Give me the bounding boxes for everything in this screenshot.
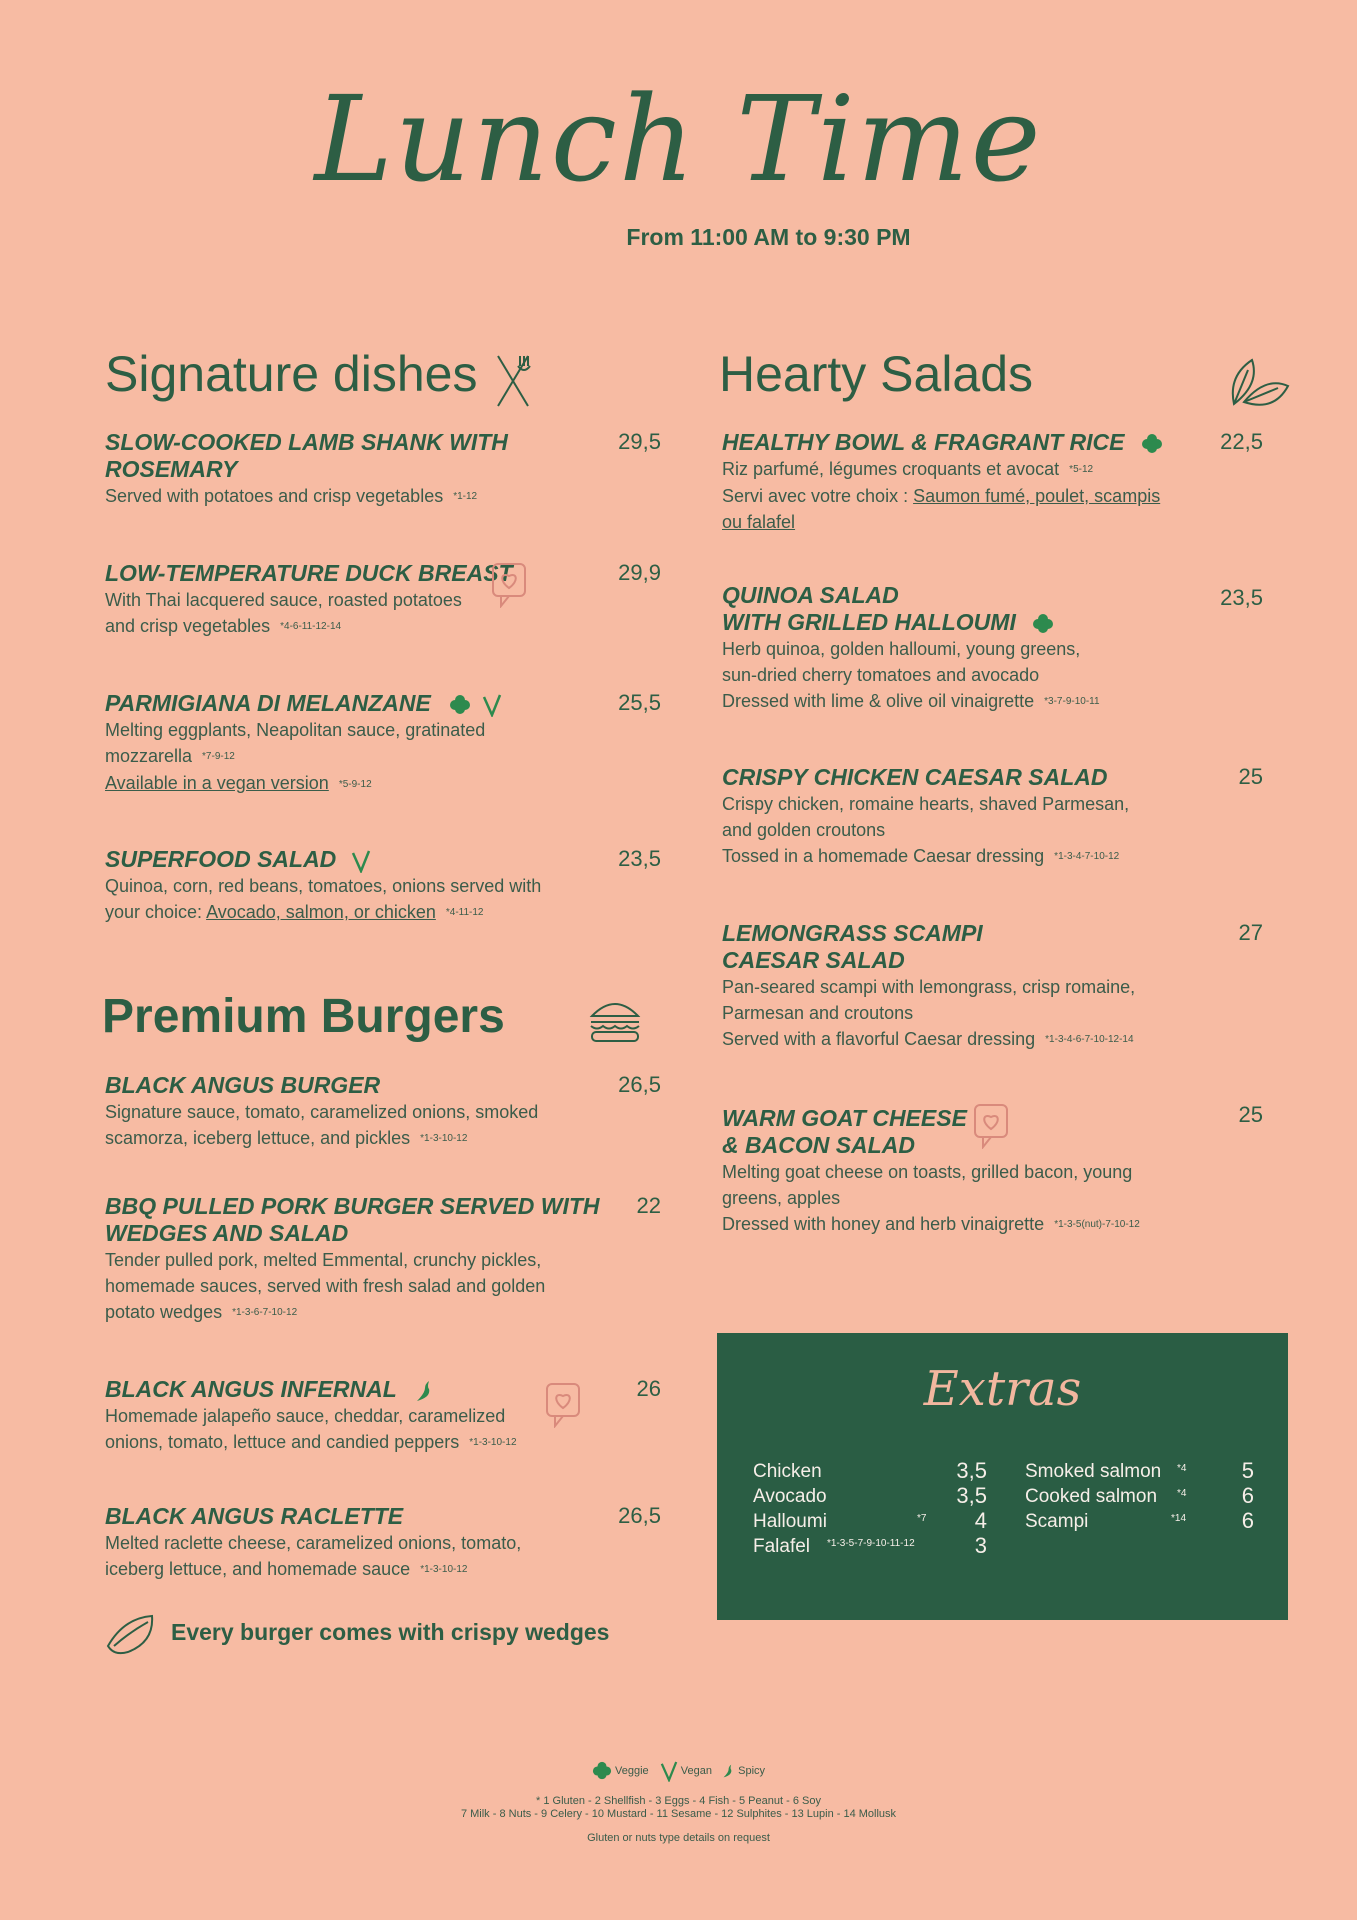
item-name: CRISPY CHICKEN CAESAR SALAD: [722, 764, 1108, 790]
allergen-codes: *1-3-10-12: [420, 1133, 468, 1145]
item-name: BBQ PULLED PORK BURGER SERVED WITH: [105, 1193, 600, 1219]
allergen-codes: *7: [917, 1513, 927, 1524]
burger-icon: [588, 996, 642, 1044]
heart-bubble-icon: [973, 1103, 1009, 1149]
item-description: With Thai lacquered sauce, roasted potatoes: [105, 590, 462, 610]
vegan-leaf-icon: [482, 693, 502, 717]
item-name: ROSEMARY: [105, 456, 238, 482]
item-price: 26,5: [618, 1503, 661, 1528]
item-description: Pan-seared scampi with lemongrass, crisp romaine,: [722, 977, 1136, 997]
item-description: Served with potatoes and crisp vegetables: [105, 486, 444, 506]
item-description: greens, apples: [722, 1188, 841, 1208]
item-description: your choice:: [105, 902, 207, 922]
extras-panel: [717, 1333, 1288, 1620]
item-price: 25: [1238, 764, 1263, 789]
allergen-codes: *4-6-11-12-14: [280, 621, 342, 633]
item-description: and crisp vegetables: [105, 616, 271, 636]
allergen-codes: *14: [1171, 1513, 1187, 1524]
item-price: 26: [636, 1376, 661, 1401]
allergen-codes: *3-7-9-10-11: [1044, 696, 1100, 708]
item-description: Melting eggplants, Neapolitan sauce, gratinated: [105, 720, 486, 740]
item-name: QUINOA SALAD: [722, 582, 899, 608]
clover-veggie-icon: [449, 694, 471, 716]
item-name: BLACK ANGUS BURGER: [105, 1072, 381, 1098]
legend-spicy: Spicy: [738, 1764, 766, 1777]
item-name: HEALTHY BOWL & FRAGRANT RICE: [722, 429, 1125, 455]
heart-bubble-icon: [491, 562, 527, 608]
item-price: 22,5: [1220, 429, 1263, 454]
item-name: SLOW-COOKED LAMB SHANK WITH: [105, 429, 508, 455]
leaves-icon: [1226, 356, 1290, 412]
item-name: BLACK ANGUS RACLETTE: [105, 1503, 404, 1529]
extra-price: 3,5: [956, 1483, 987, 1508]
heart-bubble-icon: [545, 1382, 581, 1428]
allergen-codes: *7-9-12: [202, 751, 235, 763]
allergen-codes: *1-3-5(nut)-7-10-12: [1054, 1219, 1140, 1231]
item-description: Tossed in a homemade Caesar dressing: [722, 846, 1045, 866]
item-description: Homemade jalapeño sauce, cheddar, caramelized: [105, 1406, 506, 1426]
item-price: 26,5: [618, 1072, 661, 1097]
item-description: Riz parfumé, légumes croquants et avocat: [722, 459, 1060, 479]
item-options: Saumon fumé, poulet, scampis: [913, 486, 1161, 507]
extra-price: 6: [1241, 1483, 1254, 1508]
item-options: ou falafel: [722, 512, 796, 533]
allergen-codes: *1-3-4-7-10-12: [1054, 851, 1120, 863]
item-price: 29,5: [618, 429, 661, 454]
wedges-note: Every burger comes with crispy wedges: [171, 1619, 610, 1645]
item-price: 27: [1238, 920, 1263, 945]
item-description: Signature sauce, tomato, caramelized onions, smoked: [105, 1102, 539, 1122]
clover-veggie-icon: [1032, 613, 1054, 635]
item-name: & BACON SALAD: [722, 1132, 915, 1158]
item-name: LOW-TEMPERATURE DUCK BREAST: [105, 560, 513, 586]
vegan-leaf-icon: [660, 1760, 678, 1782]
legend-veggie: Veggie: [615, 1764, 649, 1777]
opening-hours: From 11:00 AM to 9:30 PM: [626, 224, 911, 250]
allergen-codes: *5-12: [1069, 464, 1094, 476]
extras-title: Extras: [923, 1361, 1082, 1417]
allergen-legend-line-1: * 1 Gluten - 2 Shellfish - 3 Eggs - 4 Fish - 5 Peanut - 6 Soy: [536, 1795, 821, 1807]
item-description: Herb quinoa, golden halloumi, young greens,: [722, 639, 1081, 659]
page-title: Lunch Time: [314, 70, 1043, 208]
item-name: LEMONGRASS SCAMPI: [722, 920, 983, 946]
item-name: WITH GRILLED HALLOUMI: [722, 609, 1016, 635]
extra-name: Chicken: [753, 1461, 822, 1482]
item-description: scamorza, iceberg lettuce, and pickles: [105, 1128, 411, 1148]
item-name: SUPERFOOD SALAD: [105, 846, 337, 872]
item-description: Melting goat cheese on toasts, grilled bacon, young: [722, 1162, 1133, 1182]
potato-wedge-icon: [104, 1612, 156, 1656]
extra-name: Scampi: [1025, 1511, 1089, 1532]
allergen-codes: *1-3-4-6-7-10-12-14: [1045, 1034, 1134, 1046]
item-description: Dressed with lime & olive oil vinaigrette: [722, 691, 1035, 711]
item-description: Dressed with honey and herb vinaigrette: [722, 1214, 1045, 1234]
item-options: Avocado, salmon, or chicken: [206, 902, 436, 922]
item-description: sun-dried cherry tomatoes and avocado: [722, 665, 1040, 685]
extra-price: 4: [974, 1508, 987, 1533]
extra-name: Smoked salmon: [1025, 1461, 1162, 1482]
clover-veggie-icon: [1141, 433, 1163, 455]
item-price: 25,5: [618, 690, 661, 715]
item-name: BLACK ANGUS INFERNAL: [105, 1376, 397, 1402]
chili-spicy-icon: [413, 1379, 435, 1403]
item-description: Crispy chicken, romaine hearts, shaved Parmesan,: [722, 794, 1130, 814]
vegan-leaf-icon: [351, 849, 371, 873]
diet-legend: [0, 1760, 1357, 1782]
item-description: Quinoa, corn, red beans, tomatoes, onions served with: [105, 876, 542, 896]
chili-spicy-icon: [721, 1761, 735, 1781]
section-title-salads: Hearty Salads: [719, 346, 1034, 402]
item-description: homemade sauces, served with fresh salad and golden: [105, 1276, 546, 1296]
item-name: WEDGES AND SALAD: [105, 1220, 349, 1246]
item-description: Servi avec votre choix :: [722, 486, 914, 507]
item-description: Parmesan and croutons: [722, 1003, 914, 1023]
extra-price: 5: [1241, 1458, 1254, 1483]
item-description: mozzarella: [105, 746, 193, 766]
legend-vegan: Vegan: [680, 1764, 712, 1777]
allergen-codes: *1-12: [453, 491, 478, 503]
allergen-codes: *5-9-12: [338, 778, 372, 790]
clover-veggie-icon: [592, 1761, 612, 1781]
extra-name: Cooked salmon: [1025, 1486, 1158, 1507]
item-description: onions, tomato, lettuce and candied peppers: [105, 1432, 460, 1452]
allergen-codes: *1-3-10-12: [469, 1437, 517, 1449]
allergen-codes: *4: [1177, 1463, 1187, 1474]
item-name: WARM GOAT CHEESE: [722, 1105, 967, 1131]
item-description: Served with a flavorful Caesar dressing: [722, 1029, 1036, 1049]
extra-price: 6: [1241, 1508, 1254, 1533]
extra-name: Avocado: [753, 1486, 827, 1507]
item-description: Melted raclette cheese, caramelized onions, tomato,: [105, 1533, 522, 1553]
vegan-version-link: Available in a vegan version: [105, 773, 329, 794]
allergen-codes: *1-3-6-7-10-12: [232, 1307, 298, 1319]
item-name: PARMIGIANA DI MELANZANE: [105, 690, 431, 716]
item-price: 29,9: [618, 560, 661, 585]
item-price: 23,5: [1220, 585, 1263, 610]
allergen-legend-note: Gluten or nuts type details on request: [587, 1832, 770, 1844]
section-title-signature: Signature dishes: [105, 346, 478, 402]
item-name: CAESAR SALAD: [722, 947, 905, 973]
extra-name: Falafel: [753, 1536, 811, 1557]
extra-price: 3: [974, 1533, 987, 1558]
allergen-legend-line-2: 7 Milk - 8 Nuts - 9 Celery - 10 Mustard - 11 Sesame - 12 Sulphites - 13 Lupin - 14 Mollusk: [460, 1808, 897, 1820]
item-description: and golden croutons: [722, 820, 886, 840]
fork-knife-icon: [492, 352, 534, 410]
item-description: Tender pulled pork, melted Emmental, crunchy pickles,: [105, 1250, 542, 1270]
allergen-codes: *4: [1177, 1488, 1187, 1499]
item-price: 25: [1238, 1102, 1263, 1127]
section-title-burgers: Premium Burgers: [102, 990, 505, 1043]
extra-price: 3,5: [956, 1458, 987, 1483]
item-price: 23,5: [618, 846, 661, 871]
extra-name: Halloumi: [753, 1511, 827, 1532]
item-description: iceberg lettuce, and homemade sauce: [105, 1559, 411, 1579]
allergen-codes: *1-3-5-7-9-10-11-12: [827, 1538, 915, 1549]
allergen-codes: *4-11-12: [445, 907, 484, 919]
allergen-codes: *1-3-10-12: [420, 1564, 468, 1576]
item-description: potato wedges: [105, 1302, 223, 1322]
item-price: 22: [636, 1193, 661, 1218]
